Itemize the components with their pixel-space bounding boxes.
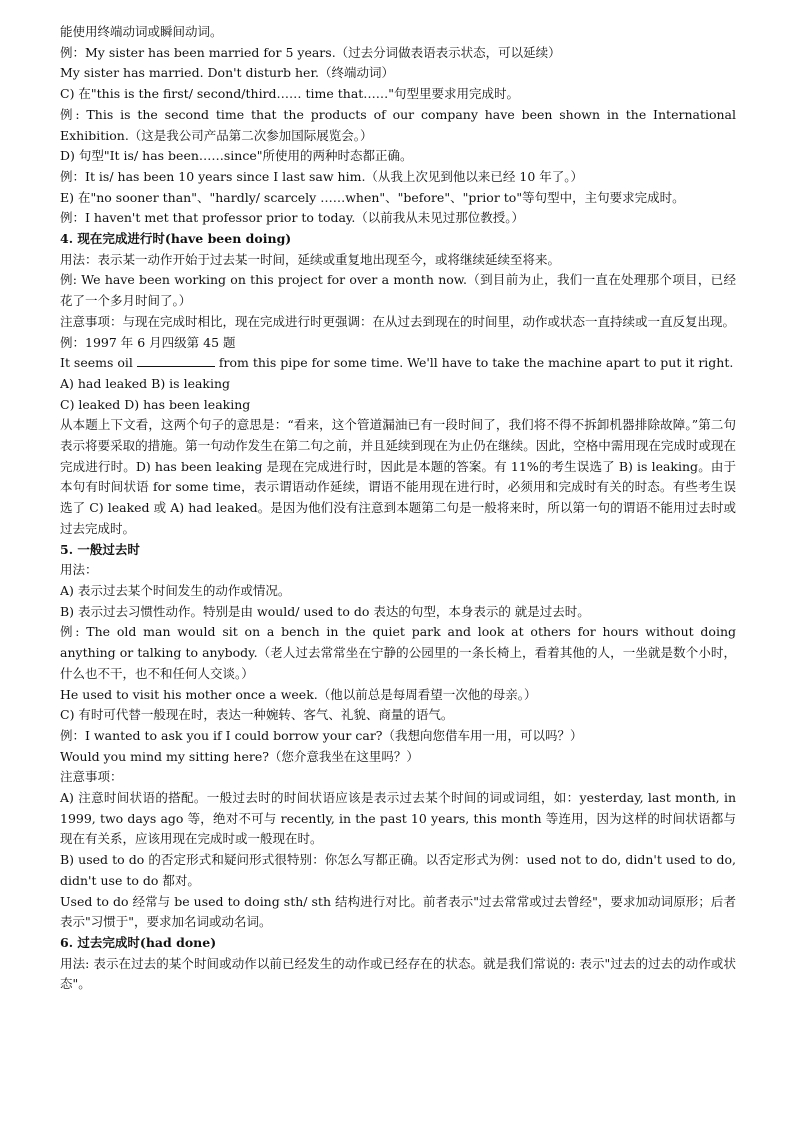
example-line: 例：I haven't met that professor prior to today.（以前我从未见过那位教授。） — [60, 210, 525, 226]
answer-blank — [137, 354, 215, 367]
note-label: 注意事项： — [60, 769, 123, 785]
example-line: 例：I wanted to ask you if I could borrow your car?（我想向您借车用一用，可以吗？） — [60, 727, 583, 743]
document-page — [60, 22, 736, 995]
rule-item-c: C) 有时可代替一般现在时，表达一种婉转、客气、礼貌、商量的语气。 — [60, 707, 454, 723]
usage-line: 用法: 表示在过去的某个时间或动作以前已经发生的动作或已经存在的状态。就是我们常说的: 表示"过去的过去的动作或状态"。 — [60, 955, 736, 992]
answer-options: A) had leaked B) is leaking — [60, 375, 231, 391]
question-text-end: from this pipe for some time. We'll have to take the machine apart to put it right. — [214, 355, 734, 371]
example-line: 例: We have been working on this project for over a month now.（到目前为止，我们一直在处理那个项目，已经花了一个多月时间了。） — [60, 272, 736, 309]
note-item-a: A) 注意时间状语的搭配。一般过去时的时间状语应该是表示过去某个时间的词或词组，如：yesterday, last month, in 1999, two days ago 等，绝对不可与 recently, in the past 10 years, this month 等连用，因为这样的时间状语都与现在有关系，应该用现在完成时或一般现在时。 — [60, 790, 736, 847]
section-heading-6: 6. 过去完成时(had done) — [60, 934, 217, 950]
text-line: My sister has married. Don't disturb her.（终端动词） — [60, 65, 395, 81]
note-item-b: B) used to do 的否定形式和疑问形式很特别：你怎么写都正确。以否定形式为例：used not to do, didn't used to do, didn't use to do 都对。 — [60, 852, 736, 888]
explanation-paragraph: 从本题上下文看，这两个句子的意思是：“看来，这个管道漏油已有一段时间了，我们将不得不拆卸机器排除故障。”第二句表示将要采取的措施。第一句动作发生在第二句之前，并且延续到现在为止仍在继续。因此，空格中需用现在完成时或现在完成进行时。D) has been leaking 是现在完成进行时，因此是本题的答案。有 11%的考生误选了 B) is leaking。由于本句有时间状语 for some time，表示谓语动作延续，谓语不能用现在进行时，必须用和完成时有关的时态。有些考生误选了 C) leaked 或 A) had leaked。是因为他们没有注意到本题第二句是一般将来时，所以第一句的谓语不能用过去时或过去完成时。 — [60, 417, 736, 536]
example-line: 例：It is/ has been 10 years since I last saw him.（从我上次见到他以来已经 10 年了。） — [60, 168, 584, 184]
example-line: 例: The old man would sit on a bench in the quiet park and look at others for hours without doing anything or talking to anybody.（老人过去常常坐在宁静的公园里的一条长椅上，看着其他的人，一坐就是数个小时，什么也不干，也不和任何人交谈。） — [60, 624, 736, 681]
exam-question — [60, 353, 736, 374]
usage-label: 用法： — [60, 562, 98, 578]
section-heading-5: 5. 一般过去时 — [60, 541, 140, 557]
text-line: He used to visit his mother once a week.（他以前总是每周看望一次他的母亲。） — [60, 686, 537, 702]
note-paragraph: Used to do 经常与 be used to doing sth/ sth 结构进行对比。前者表示"过去常常或过去曾经"，要求加动词原形；后者表示"习惯于"，要求加名词或动名词。 — [60, 893, 736, 930]
section-heading-4: 4. 现在完成进行时(have been doing) — [60, 231, 292, 247]
rule-item-e: E) 在"no sooner than"、"hardly/ scarcely ……when"、"before"、"prior to"等句型中，主句要求完成时。 — [60, 189, 685, 205]
answer-options: C) leaked D) has been leaking — [60, 396, 251, 412]
text-line: 能使用终端动词或瞬间动词。 — [60, 24, 223, 39]
example-line: 例: This is the second time that the products of our company have been shown in the International Exhibition.（这是我公司产品第二次参加国际展览会。） — [60, 106, 736, 143]
text-line: Would you mind my sitting here?（您介意我坐在这里吗？） — [60, 748, 419, 764]
rule-item-a: A) 表示过去某个时间发生的动作或情况。 — [60, 582, 291, 598]
note-line: 注意事项：与现在完成时相比，现在完成进行时更强调：在从过去到现在的时间里，动作或状态一直持续或一直反复出现。 — [60, 313, 736, 329]
example-line: 例：My sister has been married for 5 years.（过去分词做表语表示状态，可以延续） — [60, 44, 561, 60]
rule-item-b: B) 表示过去习惯性动作。特别是由 would/ used to do 表达的句型，本身表示的 就是过去时。 — [60, 603, 590, 619]
exam-reference: 例：1997 年 6 月四级第 45 题 — [60, 334, 236, 350]
usage-line: 用法：表示某一动作开始于过去某一时间，延续或重复地出现至今，或将继续延续至将来。 — [60, 251, 561, 267]
rule-item-d: D) 句型"It is/ has been……since"所使用的两种时态都正确。 — [60, 148, 413, 164]
rule-item-c: C) 在"this is the first/ second/third…… time that……"句型里要求用完成时。 — [60, 86, 520, 102]
question-text-start: It seems oil — [60, 355, 133, 371]
